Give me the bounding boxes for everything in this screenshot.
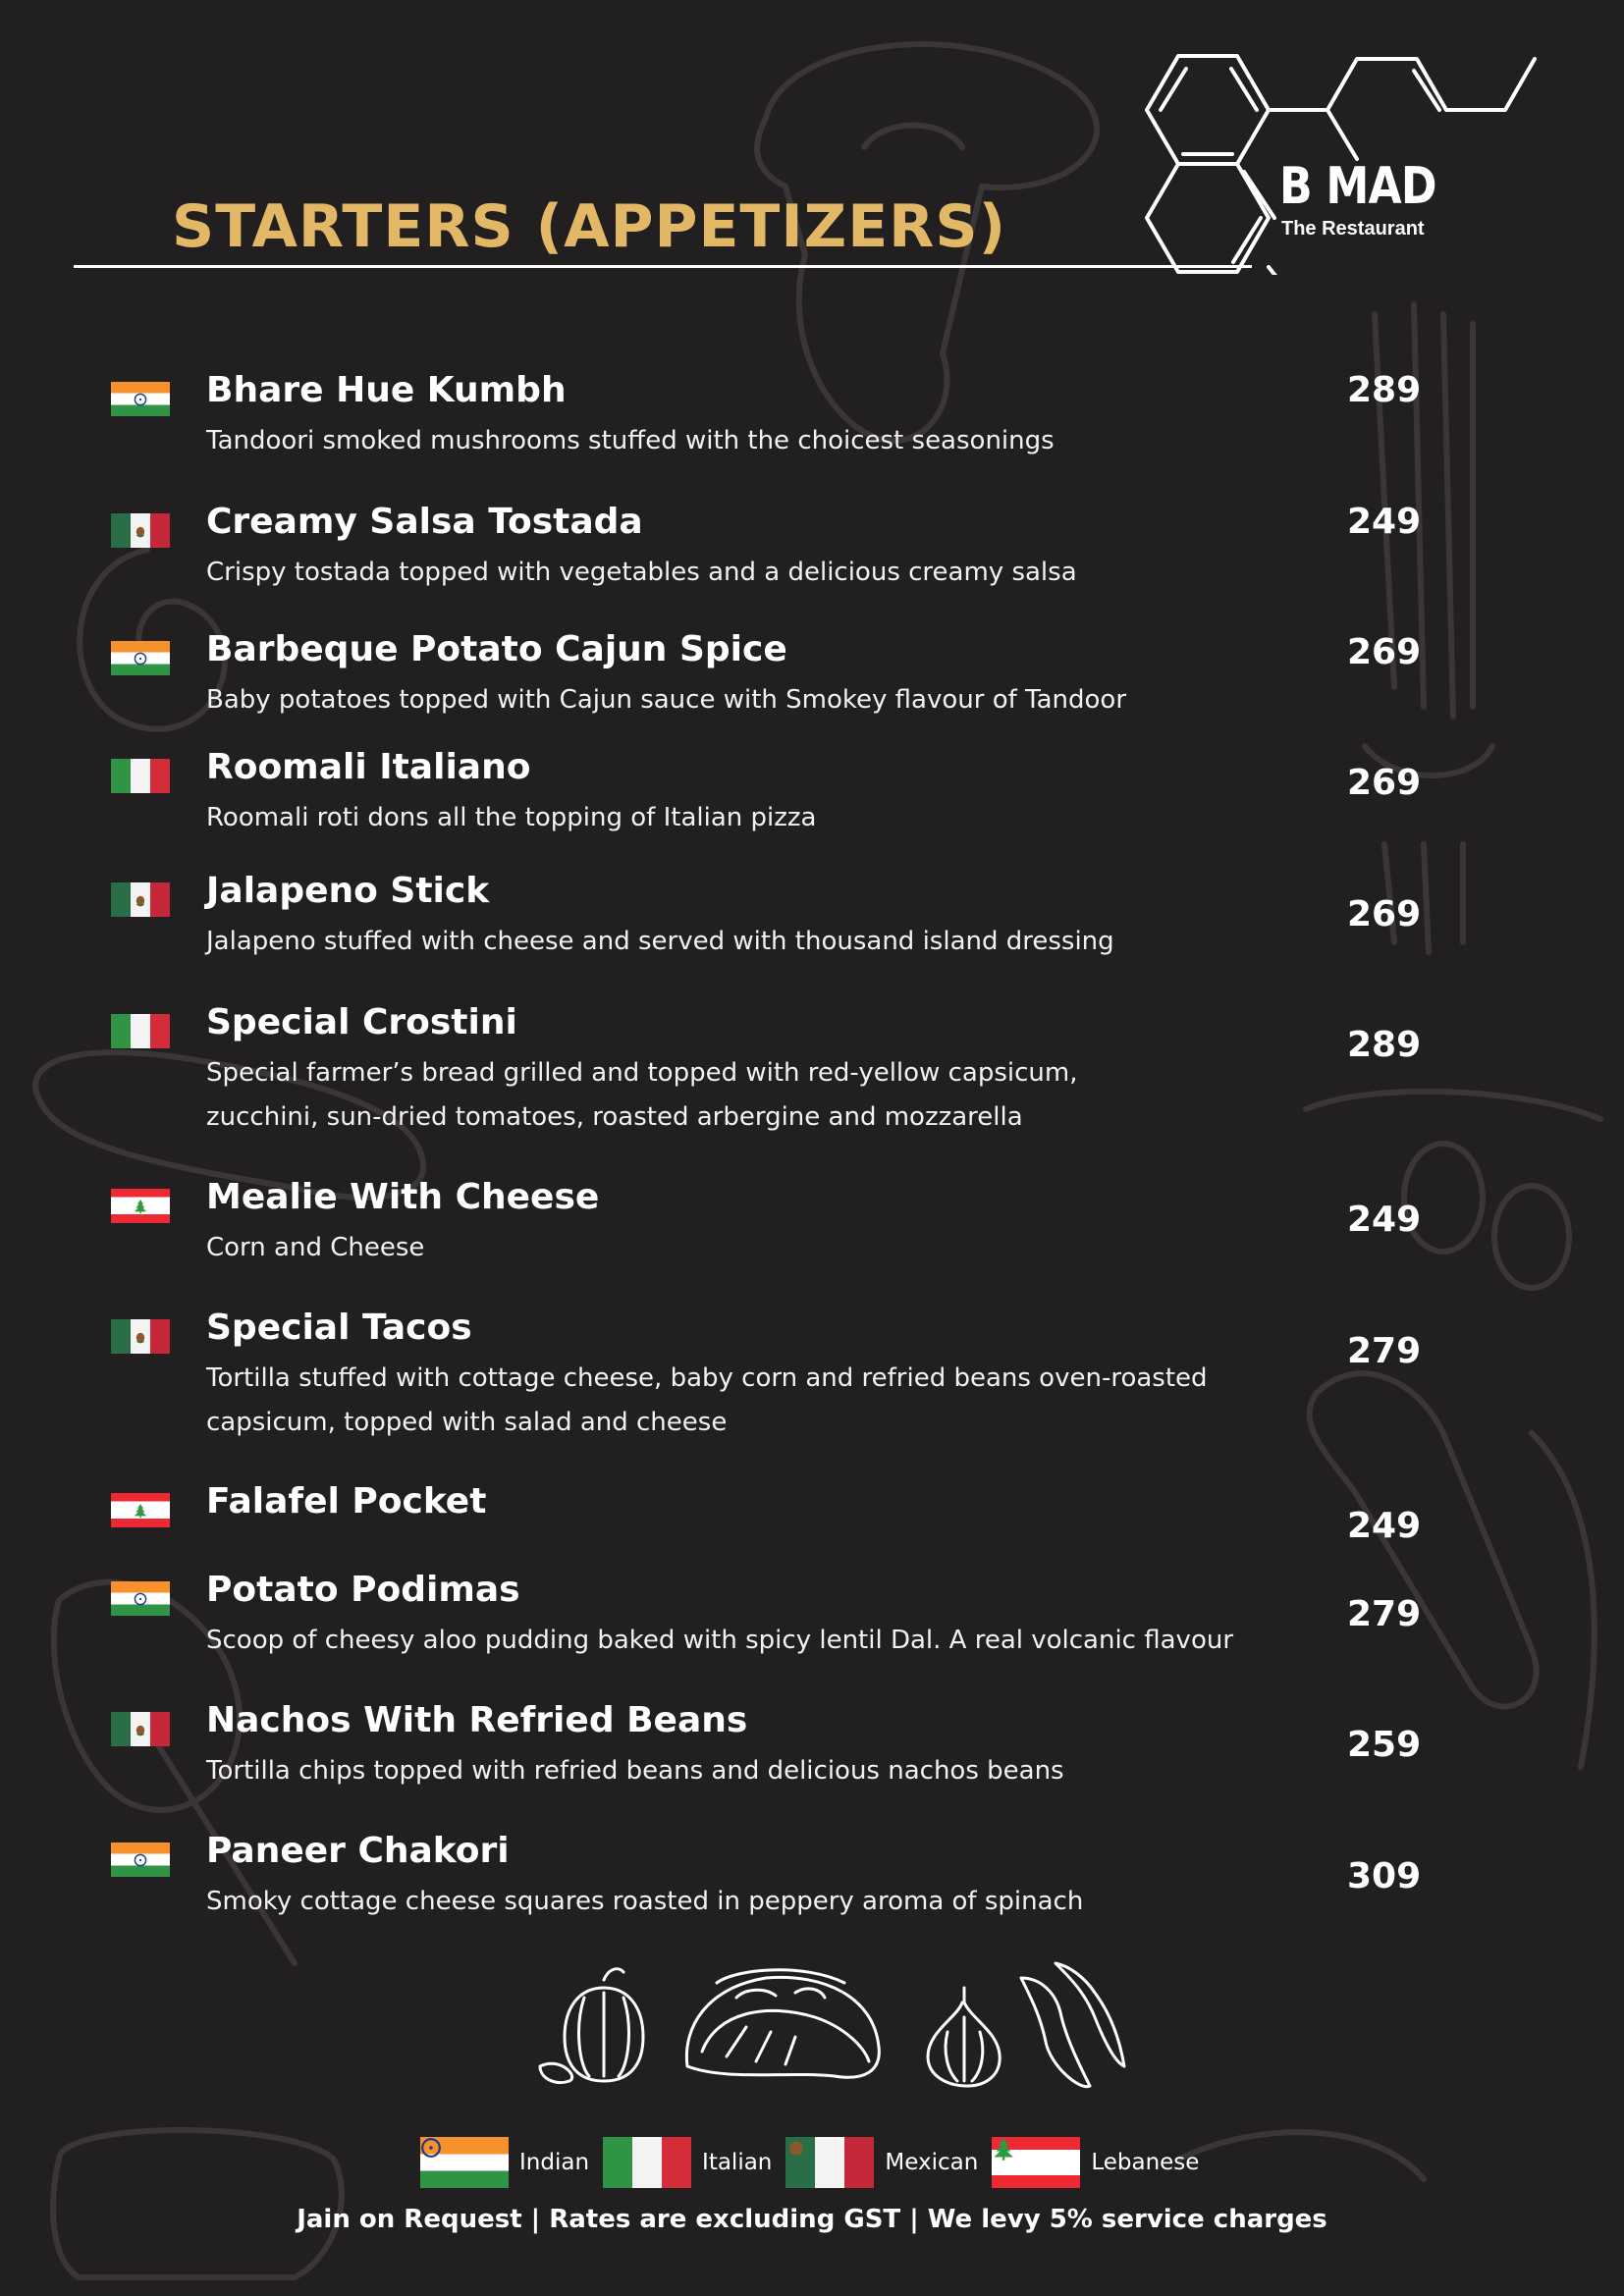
title-divider bbox=[74, 265, 1252, 268]
page-title: STARTERS (APPETIZERS) bbox=[172, 192, 1007, 261]
menu-item-price: 269 bbox=[1347, 894, 1422, 934]
menu-item-price: 249 bbox=[1347, 502, 1422, 542]
menu-item-price: 249 bbox=[1347, 1506, 1422, 1546]
menu-item-description: capsicum, topped with salad and cheese bbox=[206, 1408, 728, 1437]
legend-label: Italian bbox=[702, 2150, 773, 2175]
menu-item-description: Scoop of cheesy aloo pudding baked with spicy lentil Dal. A real volcanic flavour bbox=[206, 1626, 1234, 1655]
menu-item-name: Falafel Pocket bbox=[206, 1481, 487, 1522]
mexico-flag-icon bbox=[111, 882, 170, 917]
legend-label: Mexican bbox=[885, 2150, 979, 2175]
italy-flag-icon bbox=[111, 1014, 170, 1048]
menu-item-description: Crispy tostada topped with vegetables and a delicious creamy salsa bbox=[206, 558, 1077, 587]
menu-item-description: Corn and Cheese bbox=[206, 1233, 425, 1262]
menu-item-description: Smoky cottage cheese squares roasted in peppery aroma of spinach bbox=[206, 1887, 1084, 1916]
mexico-flag-icon bbox=[785, 2137, 874, 2188]
brand-name: B MAD bbox=[1279, 157, 1436, 216]
mexico-flag-icon bbox=[111, 513, 170, 548]
india-flag-icon bbox=[111, 641, 170, 675]
food-illustrations bbox=[511, 1958, 1139, 2091]
cuisine-legend bbox=[420, 2137, 1213, 2188]
mexico-flag-icon bbox=[111, 1319, 170, 1354]
menu-item-name: Potato Podimas bbox=[206, 1570, 520, 1610]
menu-item-description: zucchini, sun-dried tomatoes, roasted arbergine and mozzarella bbox=[206, 1102, 1023, 1132]
lebanon-flag-icon bbox=[992, 2137, 1080, 2188]
menu-item-description: Tortilla stuffed with cottage cheese, baby corn and refried beans oven-roasted bbox=[206, 1363, 1208, 1393]
india-flag-icon bbox=[111, 1842, 170, 1877]
menu-item-description: Special farmer’s bread grilled and topped with red-yellow capsicum, bbox=[206, 1058, 1078, 1088]
india-flag-icon bbox=[420, 2137, 509, 2188]
menu-item-price: 249 bbox=[1347, 1200, 1422, 1240]
italy-flag-icon bbox=[603, 2137, 691, 2188]
india-flag-icon bbox=[111, 382, 170, 416]
menu-item-description: Tandoori smoked mushrooms stuffed with the choicest seasonings bbox=[206, 426, 1055, 455]
menu-item-name: Special Crostini bbox=[206, 1002, 517, 1042]
menu-item-name: Mealie With Cheese bbox=[206, 1177, 600, 1217]
menu-item-description: Roomali roti dons all the topping of Italian pizza bbox=[206, 803, 817, 832]
chili-icon bbox=[1021, 1963, 1124, 2087]
lebanon-flag-icon bbox=[111, 1493, 170, 1527]
menu-item-description: Baby potatoes topped with Cajun sauce with Smokey flavour of Tandoor bbox=[206, 685, 1127, 715]
menu-item-name: Special Tacos bbox=[206, 1308, 472, 1348]
menu-item-name: Paneer Chakori bbox=[206, 1831, 510, 1871]
menu-item-name: Nachos With Refried Beans bbox=[206, 1700, 748, 1740]
bell-pepper-icon bbox=[540, 1969, 643, 2083]
menu-item-price: 269 bbox=[1347, 763, 1422, 803]
legend-label: Indian bbox=[519, 2150, 590, 2175]
menu-item-description: Tortilla chips topped with refried beans and delicious nachos beans bbox=[206, 1756, 1064, 1786]
menu-item-name: Barbeque Potato Cajun Spice bbox=[206, 629, 787, 669]
garlic-icon bbox=[928, 1988, 1000, 2086]
menu-item-price: 309 bbox=[1347, 1856, 1422, 1896]
footer-note: Jain on Request | Rates are excluding GST | We levy 5% service charges bbox=[297, 2205, 1327, 2234]
menu-item-name: Roomali Italiano bbox=[206, 747, 531, 787]
italy-flag-icon bbox=[111, 759, 170, 793]
legend-label: Lebanese bbox=[1091, 2150, 1200, 2175]
menu-item-name: Jalapeno Stick bbox=[206, 871, 490, 911]
lebanon-flag-icon bbox=[111, 1189, 170, 1223]
india-flag-icon bbox=[111, 1581, 170, 1616]
taco-icon bbox=[686, 1970, 879, 2077]
menu-item-name: Bhare Hue Kumbh bbox=[206, 370, 567, 410]
menu-item-price: 259 bbox=[1347, 1725, 1422, 1765]
menu-item-price: 279 bbox=[1347, 1594, 1422, 1634]
brand-tagline: The Restaurant bbox=[1281, 218, 1425, 240]
menu-item-price: 289 bbox=[1347, 1025, 1422, 1065]
mexico-flag-icon bbox=[111, 1712, 170, 1746]
menu-item-price: 279 bbox=[1347, 1331, 1422, 1371]
menu-item-price: 269 bbox=[1347, 632, 1422, 672]
menu-item-price: 289 bbox=[1347, 370, 1422, 410]
menu-item-description: Jalapeno stuffed with cheese and served with thousand island dressing bbox=[206, 927, 1114, 956]
menu-item-name: Creamy Salsa Tostada bbox=[206, 502, 643, 542]
